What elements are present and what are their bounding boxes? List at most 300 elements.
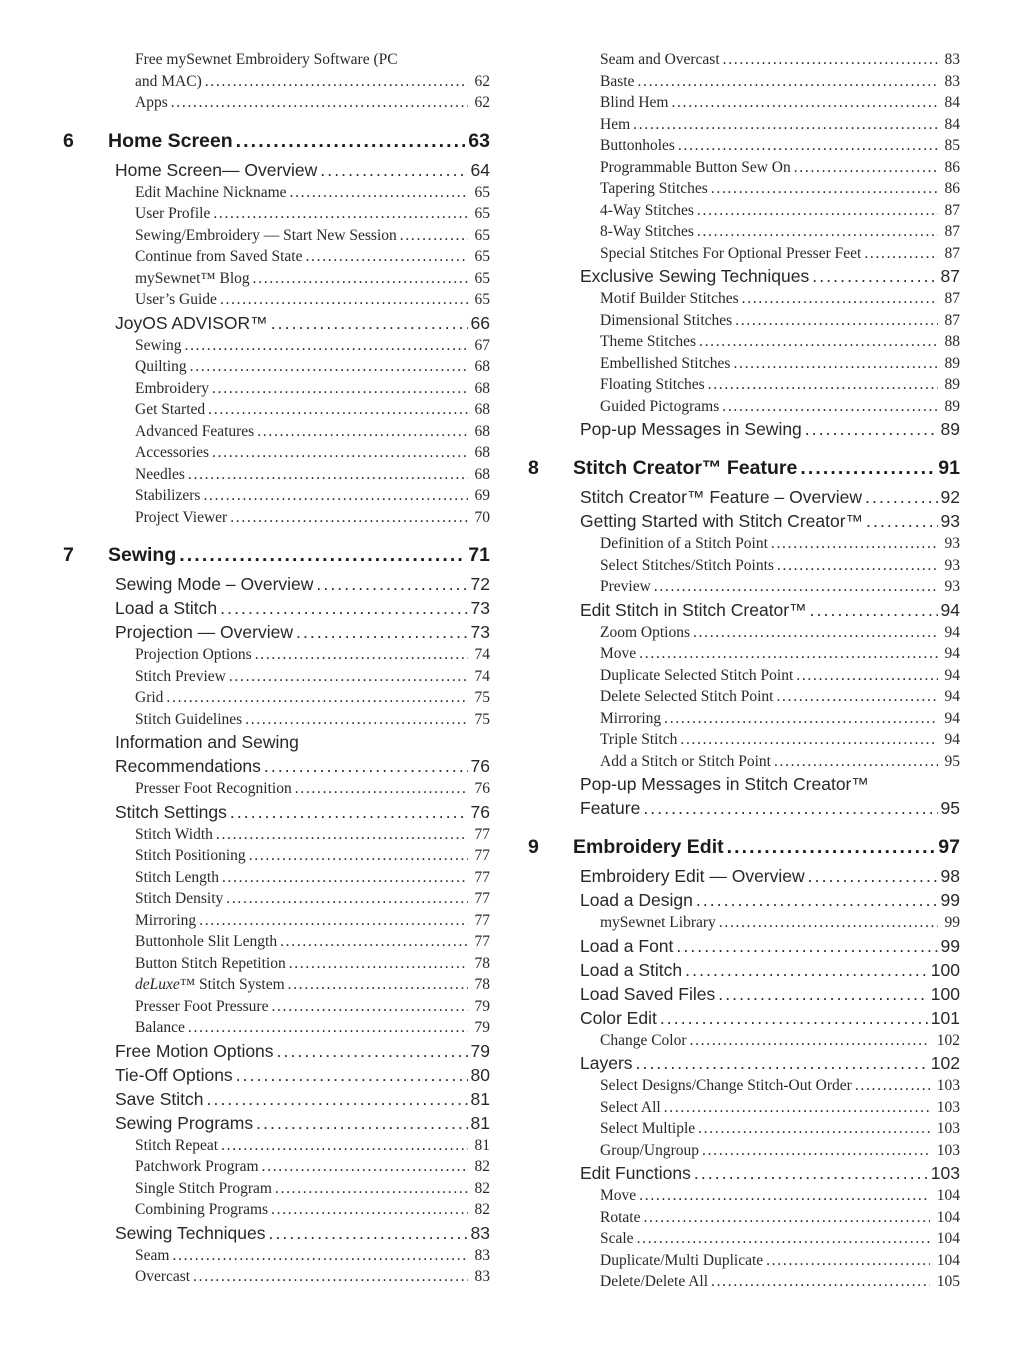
dot-leader [200, 485, 467, 507]
toc-row [600, 288, 960, 310]
toc-row [580, 1006, 960, 1030]
entry-label: Stitch Width [135, 825, 213, 843]
toc-row [600, 708, 960, 730]
toc-entry-level1 [63, 1111, 490, 1135]
entry-label: Exclusive Sewing Techniques [580, 266, 810, 286]
toc-entry-level2 [63, 931, 490, 953]
dot-leader [233, 128, 466, 154]
entry-label-italic: deLuxe™ [135, 976, 195, 993]
toc-row [600, 71, 960, 93]
dot-leader [204, 1087, 468, 1111]
entry-label: Select All [600, 1098, 661, 1116]
entry-label: Edit Stitch in Stitch Creator™ [580, 599, 807, 620]
entry-label: Apps [135, 94, 168, 111]
toc-entry-level2 [63, 49, 490, 92]
toc-entry-level2 [528, 396, 960, 418]
entry-label: Theme Stitches [600, 333, 696, 350]
page-number: 76 [470, 756, 490, 776]
dot-leader [185, 464, 468, 486]
toc-entry-level1 [528, 509, 960, 533]
entry-label: Sewing/Embroidery — Start New Session [135, 226, 397, 244]
entry-label: Edit Functions [580, 1163, 691, 1183]
chapter-number: 6 [63, 129, 74, 152]
entry-label: Projection — Overview [115, 622, 293, 642]
entry-label: Project Viewer [135, 508, 228, 526]
toc-row [135, 92, 490, 114]
page-number: 99 [944, 914, 960, 931]
entry-label: Continue from Saved State [135, 248, 303, 265]
toc-entry-level2 [528, 1140, 960, 1162]
dot-leader [739, 288, 938, 310]
entry-label: Sewing Techniques [115, 1222, 266, 1243]
entry-label: Scale [600, 1230, 634, 1247]
toc-entry-level2 [528, 622, 960, 644]
toc-entry-level2 [528, 288, 960, 310]
toc-entry-level2 [528, 1030, 960, 1052]
dot-leader [209, 378, 467, 400]
page-number: 86 [944, 158, 960, 176]
toc-row [135, 709, 490, 731]
dot-leader [634, 71, 937, 93]
toc-row [600, 1140, 960, 1162]
entry-label: Color Edit [580, 1007, 657, 1028]
page-number: 89 [944, 354, 960, 372]
dot-leader [694, 200, 938, 222]
toc-row [580, 1161, 960, 1185]
dot-leader [205, 399, 467, 421]
page-number: 62 [474, 72, 490, 90]
entry-label: and MAC) [135, 72, 202, 90]
entry-label: Overcast [135, 1268, 191, 1285]
entry-label: Load Saved Files [580, 983, 716, 1004]
dot-leader [724, 834, 936, 860]
toc-row [600, 1207, 960, 1229]
toc-row [135, 378, 490, 400]
toc-entry-level2 [63, 225, 490, 247]
page-number: 65 [474, 205, 490, 222]
page-number: 98 [940, 866, 960, 886]
page-number: 82 [474, 1201, 490, 1218]
dot-leader [259, 1156, 468, 1178]
toc-row [600, 114, 960, 136]
entry-label: Buttonholes [600, 137, 675, 154]
entry-label: Edit Machine Nickname [135, 183, 287, 201]
entry-label: mySewnet™ Blog [135, 269, 250, 287]
page-number: 80 [470, 1064, 490, 1085]
toc-row [600, 221, 960, 243]
dot-leader [187, 356, 468, 378]
entry-label: Save Stitch [115, 1088, 204, 1109]
entry-label: Motif Builder Stitches [600, 290, 739, 307]
page-number: 91 [938, 457, 960, 479]
dot-leader [261, 754, 468, 778]
dot-leader [630, 114, 937, 136]
entry-label: mySewnet Library [600, 914, 716, 931]
dot-leader [651, 576, 938, 598]
dot-leader [302, 246, 467, 268]
page-number: 69 [474, 487, 490, 504]
toc-entry-level2 [63, 709, 490, 731]
page-number: 74 [474, 667, 490, 685]
dot-leader [696, 331, 938, 353]
toc-entry-level2 [63, 507, 490, 529]
page-number: 95 [944, 752, 960, 770]
toc-row [600, 157, 960, 179]
dot-leader [242, 709, 467, 731]
dot-leader [677, 729, 937, 751]
toc-row [600, 643, 960, 665]
toc-row [135, 666, 490, 688]
dot-leader [287, 182, 468, 204]
page-number: 68 [474, 379, 490, 397]
toc-entry-level2 [63, 778, 490, 800]
entry-label: Load a Stitch [115, 598, 218, 618]
page-number: 82 [474, 1158, 490, 1175]
toc-entry-level2 [528, 331, 960, 353]
page-number: 65 [474, 269, 490, 287]
page-number: 73 [470, 622, 490, 642]
dot-leader [218, 1135, 467, 1157]
entry-label: Presser Foot Pressure [135, 997, 269, 1015]
page-number: 76 [474, 780, 490, 797]
entry-label: 8-Way Stitches [600, 223, 694, 240]
dot-leader [163, 687, 467, 709]
toc-row [600, 200, 960, 222]
dot-leader [640, 796, 937, 820]
dot-leader [715, 982, 928, 1006]
dot-leader [719, 396, 937, 418]
toc-entry-level2 [528, 1097, 960, 1119]
toc-entry-level2 [63, 910, 490, 932]
page-number: 67 [474, 336, 490, 354]
page-number: 77 [474, 825, 490, 843]
entry-label-line: Information and Sewing [115, 732, 299, 752]
toc-row [115, 620, 490, 644]
page-number: 94 [944, 688, 960, 705]
toc-row [580, 864, 960, 888]
dot-leader [720, 49, 938, 71]
entry-label: Layers [580, 1053, 633, 1073]
dot-leader [661, 708, 937, 730]
toc-entry-level1 [528, 1006, 960, 1030]
toc-row [135, 888, 490, 910]
toc-row [600, 1250, 960, 1272]
dot-leader [768, 533, 938, 555]
toc-entry-level2 [63, 421, 490, 443]
page-number: 89 [944, 397, 960, 415]
toc-row [63, 542, 490, 568]
toc-entry-level2 [63, 1178, 490, 1200]
toc-row [115, 1039, 490, 1063]
dot-leader [668, 92, 937, 114]
entry-label: Get Started [135, 401, 206, 418]
toc-row [580, 958, 960, 982]
toc-entry-level2 [63, 485, 490, 507]
toc-row [600, 178, 960, 200]
page-number: 83 [944, 51, 960, 68]
toc-row [600, 1271, 960, 1293]
page-number: 63 [468, 129, 490, 152]
toc-entry-level2 [528, 1271, 960, 1293]
entry-label: Stitch Length [135, 868, 219, 886]
toc-entry-level2 [528, 533, 960, 555]
toc-row [600, 310, 960, 332]
entry-label: Programmable Button Sew On [600, 158, 791, 176]
page-number: 89 [944, 376, 960, 393]
page-number: 103 [936, 1077, 960, 1094]
page-number: 79 [470, 1040, 490, 1061]
page-number: 97 [938, 836, 960, 858]
dot-leader [771, 751, 938, 773]
dot-leader [233, 1063, 468, 1087]
page-number: 103 [936, 1120, 960, 1137]
entry-label: Group/Ungroup [600, 1141, 700, 1159]
entry-label: Stitch Preview [135, 667, 226, 685]
page-number: 83 [474, 1246, 490, 1264]
dot-leader [682, 958, 928, 982]
dot-leader [250, 268, 468, 290]
toc-row [600, 374, 960, 396]
dot-leader [169, 1245, 467, 1267]
entry-label: Seam [135, 1246, 170, 1264]
page-number: 103 [936, 1141, 960, 1159]
toc-entry-level1 [63, 620, 490, 644]
toc-row [600, 622, 960, 644]
toc-row [600, 243, 960, 265]
entry-label: Move [600, 645, 637, 662]
toc-entry-level2 [528, 178, 960, 200]
toc-entry-level2 [528, 643, 960, 665]
page-number: 64 [470, 159, 490, 180]
entry-label: Delete Selected Stitch Point [600, 688, 774, 705]
dot-leader [226, 666, 468, 688]
dot-leader [190, 1266, 467, 1288]
entry-label: Button Stitch Repetition [135, 954, 286, 972]
dot-leader [708, 178, 938, 200]
page-number: 65 [474, 183, 490, 201]
page-number: 89 [940, 419, 960, 439]
entry-label: 4-Way Stitches [600, 201, 694, 219]
toc-chapter-entry [528, 455, 960, 481]
entry-label: Free Motion Options [115, 1040, 274, 1061]
page-number: 83 [944, 72, 960, 90]
entry-label: Load a Font [580, 935, 674, 956]
toc-row [135, 356, 490, 378]
entry-label: Stitch System [198, 976, 285, 993]
toc-entry-level2 [63, 182, 490, 204]
toc-entry-level1 [528, 958, 960, 982]
toc-row [135, 953, 490, 975]
toc-chapter-entry [528, 834, 960, 860]
dot-leader [277, 931, 467, 953]
page-number: 104 [936, 1251, 960, 1269]
page-number: 95 [940, 798, 960, 818]
page-number: 103 [936, 1098, 960, 1116]
dot-leader [397, 225, 468, 247]
page-number: 94 [944, 645, 960, 662]
dot-leader [687, 1030, 930, 1052]
toc-entry-level1 [528, 934, 960, 958]
toc-entry-level2 [528, 686, 960, 708]
entry-label: Zoom Options [600, 623, 690, 641]
dot-leader [317, 158, 467, 182]
toc-entry-level2 [63, 974, 490, 996]
dot-leader [675, 135, 938, 157]
dot-leader [252, 644, 468, 666]
entry-label: Load a Stitch [580, 959, 683, 980]
entry-label: Dimensional Stitches [600, 311, 733, 329]
dot-leader [253, 1111, 467, 1135]
toc-row [115, 754, 490, 778]
toc-row [135, 1245, 490, 1267]
dot-leader [227, 507, 467, 529]
entry-label: Balance [135, 1019, 185, 1036]
dot-leader [254, 421, 467, 443]
toc-entry-level2 [528, 708, 960, 730]
toc-row [135, 996, 490, 1018]
chapter-number: 8 [528, 457, 539, 479]
entry-label: Embroidery Edit [573, 836, 724, 858]
toc-row [115, 311, 490, 335]
toc-row [135, 203, 490, 225]
entry-label: Guided Pictograms [600, 397, 720, 415]
entry-label: Stitch Positioning [135, 847, 246, 864]
dot-leader [673, 934, 937, 958]
page-number: 93 [940, 511, 960, 531]
toc-entry-level2 [528, 374, 960, 396]
page-number: 71 [468, 544, 490, 566]
toc-entry-level2 [63, 1156, 490, 1178]
toc-row [135, 225, 490, 247]
dot-leader [268, 996, 467, 1018]
entry-label: Duplicate/Multi Duplicate [600, 1251, 764, 1269]
toc-entry-level2 [528, 751, 960, 773]
dot-leader [809, 264, 937, 288]
toc-row [135, 974, 490, 996]
page-number: 94 [944, 666, 960, 684]
dot-leader [223, 888, 467, 910]
entry-label: Special Stitches For Optional Presser Feet [600, 244, 862, 262]
entry-label: Load a Design [580, 890, 693, 910]
entry-label: Select Stitches/Stitch Points [600, 556, 774, 574]
toc-entry-level1 [63, 1063, 490, 1087]
toc-row [600, 135, 960, 157]
toc-entry-level2 [528, 1075, 960, 1097]
toc-row [135, 71, 490, 93]
entry-label: Tie-Off Options [115, 1064, 233, 1085]
entry-label: Presser Foot Recognition [135, 780, 292, 797]
entry-label: Stabilizers [135, 487, 201, 504]
dot-leader [861, 243, 937, 265]
toc-row [600, 555, 960, 577]
dot-leader [699, 1140, 930, 1162]
page-number: 94 [944, 731, 960, 748]
toc-entry-level2 [63, 399, 490, 421]
toc-row [600, 576, 960, 598]
dot-leader [185, 1017, 468, 1039]
chapter-number: 7 [63, 544, 74, 566]
toc-row [115, 596, 490, 620]
entry-label: Move [600, 1187, 637, 1204]
dot-leader [802, 417, 938, 441]
toc-row [580, 417, 960, 441]
toc-entry-level2 [528, 200, 960, 222]
toc-entry-level2 [63, 378, 490, 400]
toc-row [115, 572, 490, 596]
dot-leader [268, 1199, 467, 1221]
toc-row [580, 485, 960, 509]
dot-leader [705, 374, 938, 396]
entry-label: Tapering Stitches [600, 180, 708, 197]
page-number: 93 [944, 578, 960, 595]
page-number: 102 [930, 1053, 960, 1073]
dot-leader [863, 509, 937, 533]
page-number: 93 [944, 535, 960, 552]
toc-row [600, 912, 960, 934]
page-number: 104 [936, 1187, 960, 1204]
toc-entry-level2 [63, 644, 490, 666]
entry-label: User Profile [135, 205, 211, 222]
toc-row [600, 1118, 960, 1140]
toc-row [600, 533, 960, 555]
toc-entry-level2 [63, 268, 490, 290]
dot-leader [285, 974, 468, 996]
toc-entry-level2 [63, 867, 490, 889]
toc-entry-level1 [528, 888, 960, 912]
toc-row [135, 1156, 490, 1178]
entry-label: Home Screen— Overview [115, 159, 318, 180]
toc-row [600, 49, 960, 71]
dot-leader [272, 1178, 468, 1200]
entry-label: Preview [600, 578, 651, 595]
dot-leader [797, 455, 935, 481]
toc-entry-level2 [63, 687, 490, 709]
page-number: 65 [474, 248, 490, 265]
toc-entry-level2 [528, 114, 960, 136]
page-number: 81 [474, 1136, 490, 1154]
dot-leader [791, 157, 938, 179]
dot-leader [640, 1207, 929, 1229]
entry-label: Home Screen [108, 129, 233, 152]
toc-entry-level2 [63, 335, 490, 357]
toc-entry-level2 [528, 135, 960, 157]
toc-row [115, 1087, 490, 1111]
toc-row [135, 182, 490, 204]
toc-row [115, 158, 490, 182]
page-number: 66 [470, 312, 490, 333]
dot-leader [292, 778, 468, 800]
dot-leader [852, 1075, 930, 1097]
toc-row [135, 845, 490, 867]
entry-label: Delete/Delete All [600, 1273, 709, 1290]
page-number: 100 [930, 983, 960, 1004]
toc-entry-level1 [528, 772, 960, 820]
toc-entry-level2 [528, 912, 960, 934]
dot-leader [694, 221, 938, 243]
toc-entry-level2 [63, 1245, 490, 1267]
dot-leader [730, 353, 937, 375]
entry-label: Single Stitch Program [135, 1179, 272, 1197]
page-number: 68 [474, 422, 490, 440]
toc-row [135, 931, 490, 953]
entry-label: Seam and Overcast [600, 51, 720, 68]
entry-label: Stitch Settings [115, 801, 227, 822]
dot-leader [286, 953, 468, 975]
page-number: 74 [474, 646, 490, 663]
toc-row [600, 396, 960, 418]
toc-entry-level1 [63, 1221, 490, 1245]
dot-leader [313, 572, 467, 596]
